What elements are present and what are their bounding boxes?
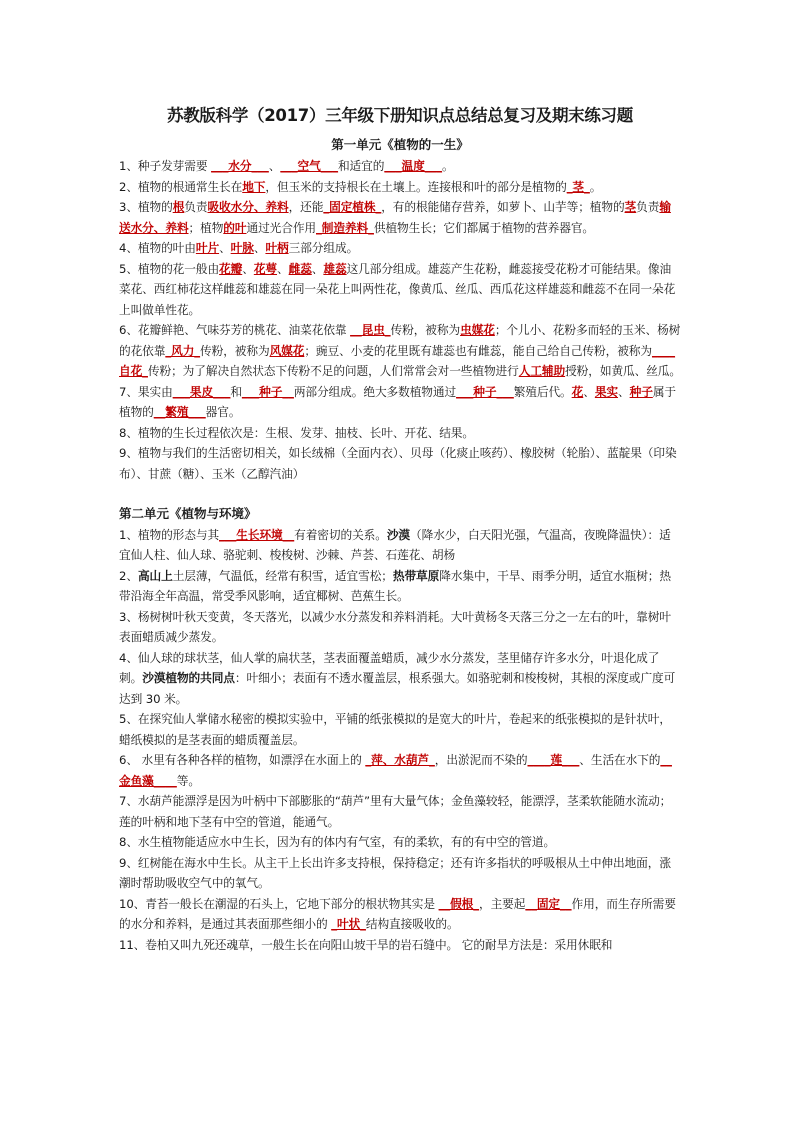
section-gap: [119, 484, 681, 504]
answer-fill: 种子: [629, 384, 653, 399]
item-text: 、: [583, 384, 595, 399]
item-text: 、: [311, 261, 324, 276]
item-text: 。: [441, 159, 454, 173]
item-text: 2、: [119, 568, 138, 583]
item-text: 3、杨树树叶秋天变黄，冬天落光，以减少水分蒸发和养料消耗。大叶黄杨冬天落三分之一左右的叶，靠树叶表面蜡质减少蒸发。: [119, 609, 671, 644]
unit2-item: [119, 750, 681, 791]
answer-fill: _固定植株_: [323, 200, 382, 214]
answer-fill: 人工辅助: [518, 364, 566, 378]
item-text: 、: [219, 241, 231, 255]
item-text: 供植物生长；它们都属于植物的营养器官。: [373, 220, 595, 235]
answer-fill: 花瓣: [219, 261, 243, 276]
unit1-item: [119, 382, 681, 423]
unit2-heading: 第二单元《植物与环境》: [119, 506, 257, 521]
item-text: 10、青苔一般长在潮湿的石头上，它地下部分的根状物其实是: [119, 896, 439, 911]
answer-fill: 的叶: [223, 220, 247, 235]
item-text: 属于植物的: [119, 384, 676, 419]
answer-fill: 果实: [594, 384, 619, 399]
item-text: ，出淤泥而不染的: [434, 753, 528, 767]
bold-term: 沙漠植物的共同点: [142, 671, 235, 685]
unit1-item: [119, 197, 681, 238]
unit2-item: [119, 709, 681, 750]
answer-fill: _茎_: [566, 179, 590, 194]
item-text: ，主要起: [479, 896, 526, 911]
document-title: 苏教版科学（2017）三年级下册知识点总结总复习及期末练习题: [167, 106, 633, 125]
item-text: 和适宜的: [337, 159, 385, 173]
item-text: ，还能: [288, 200, 324, 214]
answer-fill: 茎: [624, 200, 637, 214]
item-text: 传粉；为了解决自然状态下传粉不足的问题，人们常常会对一些植物进行: [147, 364, 519, 378]
answer-fill: 根: [172, 200, 185, 214]
item-text: 6、 水里有各种各样的植物，如漂浮在水面上的: [119, 753, 366, 767]
item-text: 8、水生植物能适应水中生长，因为有的体内有气室，有的柔软，有的有中空的管道。: [119, 835, 556, 849]
item-text: 4、仙人球的球状茎，仙人掌的扁状茎，茎表面覆盖蜡质，减少水分蒸发，茎里储存许多水分，叶退化成了刺。: [119, 650, 660, 685]
item-text: （降水少，白天阳光强，气温高，夜晚降温快）：适宜仙人柱、仙人球、骆驼刺、梭梭树、沙棘、芦荟、石莲花、胡杨: [119, 527, 671, 562]
unit2-item: [119, 832, 681, 853]
item-text: 9、植物与我们的生活密切相关，如长绒棉（全面内衣）、贝母（化痰止咳药）、橡胶树（轮胎）、蓝靛果（印染布）、甘蔗（糖）、玉米（乙醇汽油）: [119, 446, 677, 481]
answer-fill: ____莲___: [527, 753, 580, 767]
answer-fill: __假根_: [438, 896, 479, 911]
item-text: 三部分组成。: [288, 241, 359, 255]
item-text: 9、红树能在海水中生长。从主干上长出许多支持根，保持稳定；还有许多指状的呼吸根从土中伸出地面，涨潮时帮助吸收空气中的氧气。: [119, 855, 671, 890]
item-text: 7、果实由: [119, 384, 173, 399]
answer-fill: __金鱼藻____: [119, 753, 672, 788]
item-text: ；个儿小、花粉多而轻的玉米、杨树的花依靠: [119, 323, 681, 358]
answer-fill: 风媒花: [269, 343, 305, 358]
unit2-item: [119, 525, 681, 566]
unit2-item: [119, 566, 681, 607]
item-text: 结构直接吸收的。: [365, 917, 459, 931]
item-text: 5、植物的花一般由: [119, 261, 220, 276]
item-text: 负责: [184, 200, 208, 214]
unit1-item: [119, 177, 681, 198]
item-text: 、: [242, 261, 254, 276]
item-text: 6、花瓣鲜艳、气味芬芳的桃花、油菜花依靠: [119, 323, 351, 337]
item-text: 11、卷柏又叫九死还魂草，一般生长在向阳山坡干旱的岩石缝中。 它的耐旱方法是：采用休眠和: [119, 937, 613, 952]
answer-fill: 虫媒花: [460, 323, 495, 337]
answer-fill: ___种子___: [456, 384, 514, 399]
unit1-item: [119, 259, 681, 321]
item-text: 有着密切的关系。: [294, 527, 387, 542]
answer-fill: 吸收水分、养料: [207, 200, 289, 214]
item-text: 降水集中，干旱、雨季分明，适宜水瓶树；热带沿海全年高温，常受季风影响，适宜椰树、芭蕉生长。: [119, 568, 671, 603]
item-text: ，但玉米的支持根长在土壤上。连接根和叶的部分是植物的: [265, 179, 567, 194]
answer-fill: 雄蕊: [323, 261, 347, 276]
item-text: 1、种子发芽需要: [119, 159, 212, 173]
answer-fill: __繁殖___: [153, 405, 206, 419]
answer-fill: _风力_: [165, 343, 201, 358]
answer-fill: ___空气___: [280, 159, 338, 173]
answer-fill: 叶片: [195, 241, 220, 255]
item-text: ；豌豆、小麦的花里既有雄蕊也有雌蕊，能自己给自己传粉，被称为: [304, 343, 652, 358]
item-text: 繁殖后代。: [513, 384, 572, 399]
document-page: [119, 103, 681, 955]
item-text: 。: [589, 179, 602, 194]
item-text: 1、植物的形态与其: [119, 527, 220, 542]
unit1-heading: 第一单元《植物的一生》: [331, 137, 469, 152]
item-text: 、生活在水下的: [579, 753, 661, 767]
answer-fill: 叶脉: [230, 241, 254, 255]
item-text: ；植物: [188, 220, 224, 235]
item-text: 通过光合作用: [246, 220, 317, 235]
answer-fill: ___种子__: [241, 384, 294, 399]
item-text: ：叶细小；表面有不透水覆盖层，根系强大。如骆驼刺和梭梭树，其根的深度或广度可达到 30 米。: [119, 671, 676, 706]
item-text: ，有的根能储存营养，如萝卜、山芋等；植物的: [381, 200, 625, 214]
unit2-item: [119, 935, 681, 956]
answer-fill: ____自花_: [119, 343, 675, 378]
item-text: 、: [277, 261, 289, 276]
item-text: 传粉，被称为: [390, 323, 461, 337]
item-text: 授粉，如黄瓜、丝瓜。: [565, 364, 681, 378]
answer-fill: 雌蕊: [288, 261, 312, 276]
unit2-item: [119, 791, 681, 832]
answer-fill: ___果皮___: [172, 384, 231, 399]
answer-fill: ___水分___: [211, 159, 269, 173]
item-text: 等。: [176, 773, 200, 788]
item-text: 、: [618, 384, 630, 399]
item-text: 作用，而生存所需要的水分和养料，是通过其表面那些细小的: [119, 896, 676, 931]
item-text: 土层薄，气温低，经常有积雪，适宜雪松；: [172, 568, 393, 583]
item-text: 这几部分组成。雄蕊产生花粉，雌蕊接受花粉才可能结果。像油菜花、西红柿花这样雌蕊和雄蕊在同一朵花上叫两性花，像黄瓜、丝瓜、西瓜花这样雄蕊和雌蕊不在同一朵花上叫做单性花。: [119, 261, 676, 317]
item-text: 2、植物的根通常生长在: [119, 179, 243, 194]
unit1-item: [119, 443, 681, 484]
item-text: 两部分组成。绝大多数植物通过: [293, 384, 457, 399]
answer-fill: _萍、水葫芦_: [365, 753, 435, 767]
answer-fill: 输送水分、养料: [119, 200, 671, 235]
unit2-item: [119, 648, 681, 710]
bold-term: 高山上: [137, 568, 173, 583]
answer-fill: 花萼: [253, 261, 278, 276]
answer-fill: 花: [571, 384, 584, 399]
answer-fill: _制造养料_: [316, 220, 374, 235]
unit2-item: [119, 607, 681, 648]
answer-fill: __昆虫_: [350, 323, 391, 337]
item-text: 5、在探究仙人掌储水秘密的模拟实验中，平铺的纸张模拟的是宽大的叶片，卷起来的纸张模拟的是针状叶，蜡纸模拟的是茎表面的蜡质覆盖层。: [119, 712, 671, 747]
unit2-item: [119, 894, 681, 935]
unit2-list: [119, 525, 681, 956]
item-text: 负责: [636, 200, 660, 214]
unit1-item: [119, 156, 681, 177]
item-text: 、: [268, 159, 281, 173]
answer-fill: 地下: [242, 179, 266, 194]
item-text: 4、植物的叶由: [119, 241, 196, 255]
unit1-item: [119, 238, 681, 259]
item-text: 和: [230, 384, 242, 399]
unit1-item: [119, 320, 681, 382]
item-text: 3、植物的: [119, 200, 173, 214]
item-text: 8、植物的生长过程依次是：生根、发芽、抽枝、长叶、开花、结果。: [119, 425, 474, 440]
item-text: 、: [253, 241, 266, 255]
bold-term: 沙漠: [386, 527, 411, 542]
bold-term: 热带草原: [392, 568, 440, 583]
answer-fill: ___生长环境__: [219, 527, 295, 542]
item-text: 传粉，被称为: [200, 343, 270, 358]
unit1-item: [119, 423, 681, 444]
answer-fill: 叶柄: [265, 241, 289, 255]
answer-fill: ___温度___: [384, 159, 442, 173]
answer-fill: _叶状_: [331, 917, 366, 931]
answer-fill: __固定__: [525, 896, 572, 911]
unit2-item: [119, 853, 681, 894]
unit1-list: [119, 156, 681, 484]
item-text: 7、水葫芦能漂浮是因为叶柄中下部膨胀的“葫芦”里有大量气体；金鱼藻较轻，能漂浮，茎柔软能随水流动；莲的叶柄和地下茎有中空的管道，能通气。: [119, 794, 672, 829]
item-text: 器官。: [205, 405, 241, 419]
